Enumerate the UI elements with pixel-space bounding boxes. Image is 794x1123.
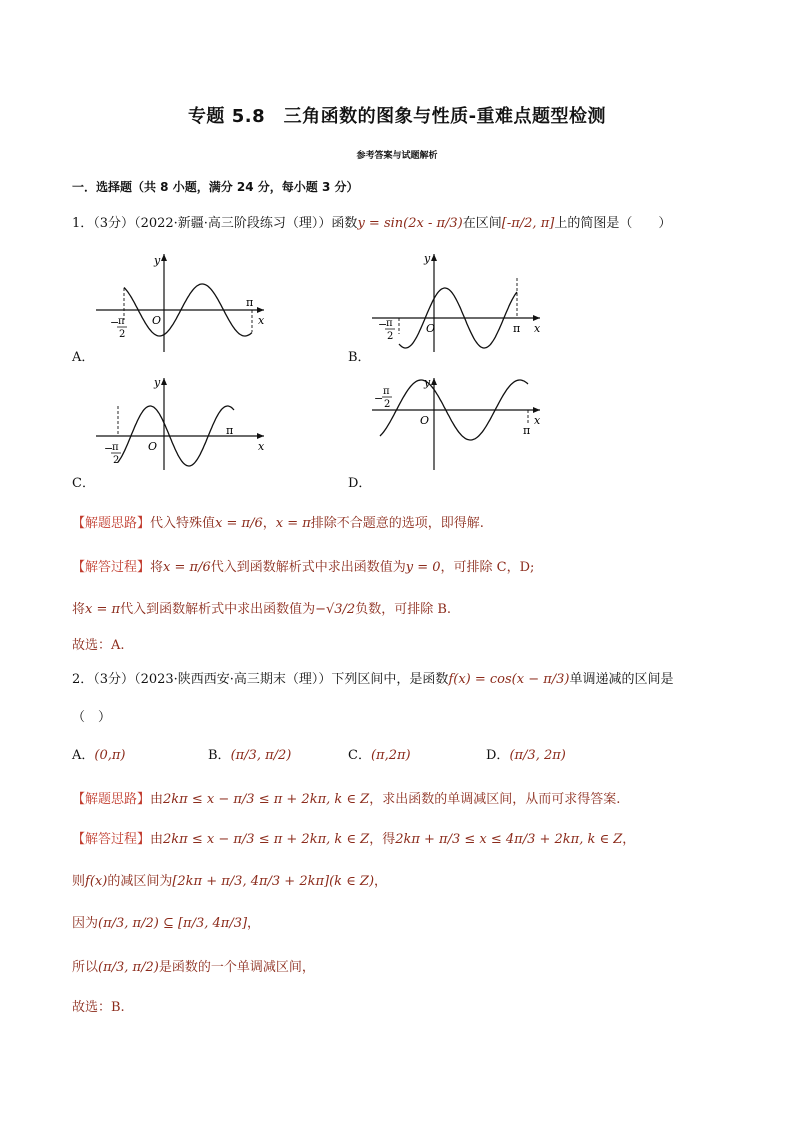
graph-c-y-label: y [154, 376, 161, 389]
q2-option-a [72, 744, 125, 763]
q2-line5-text-b: 是函数的一个单调减区间， [158, 960, 315, 975]
q1-option-b: B． [348, 350, 371, 365]
q1-process-text-b: 代入到函数解析式中求出函数值为 [210, 560, 406, 575]
section-heading: 一．选择题（共 8 小题，满分 24 分，每小题 3 分） [72, 180, 359, 194]
q1-text-c: 上的简图是（ ） [554, 216, 672, 231]
graph-b-x-label: x [534, 322, 541, 335]
graph-a-x-label: x [258, 314, 265, 327]
q1-score: （3分） [93, 216, 135, 231]
q2-source: （2023·陕西西安·高三期末（理）） [134, 672, 332, 687]
q2-function: f(x) = cos(x − π/3) [448, 672, 570, 687]
q2-process-text-b: ，得 [369, 832, 396, 847]
q1-source: （2022·新疆·高三阶段练习（理）） [134, 216, 332, 231]
q2-line4 [72, 912, 260, 931]
q2-process-math-b: 2kπ + π/3 ≤ x ≤ 4π/3 + 2kπ, k ∈ Z [395, 832, 623, 847]
graph-a-origin: O [152, 314, 162, 327]
q2-option-c-value: (π,2π) [370, 748, 411, 763]
q1-stem [72, 212, 671, 231]
graph-c-neg: − [104, 442, 114, 455]
graph-d-origin: O [420, 414, 430, 427]
q1-process-line2 [72, 598, 451, 617]
q1-option-a: A． [72, 350, 95, 365]
q1-text-a: 函数 [331, 216, 358, 231]
q1-thinking-sep: ， [262, 516, 276, 531]
q2-line3 [72, 870, 387, 889]
q2-option-b [208, 744, 291, 763]
q2-option-b-label: B． [208, 748, 231, 763]
q1-line2-text-a: 将 [72, 602, 86, 617]
q2-option-a-label: A． [72, 748, 95, 763]
q1-option-c: C． [72, 476, 95, 491]
graph-b-two: 2 [387, 331, 394, 342]
q2-process-label: 【解答过程】 [72, 832, 151, 847]
graph-a-neg: − [110, 316, 120, 329]
graph-a-two: 2 [119, 329, 126, 340]
q2-line3-text-a: 则 [72, 874, 86, 889]
q2-line5 [72, 956, 315, 975]
graph-a-negpi: π [118, 316, 125, 327]
q2-text-a: 下列区间中，是函数 [331, 672, 449, 687]
q2-thinking [72, 788, 620, 807]
graph-c-x-label: x [258, 440, 265, 453]
q1-thinking-math-a: x = π/6 [215, 516, 263, 531]
graph-d-y-label: y [424, 376, 431, 389]
q2-line3-text-c: ， [374, 874, 388, 889]
q1-thinking-text-a: 代入特殊值 [150, 516, 216, 531]
q1-line2-text-b: 代入到函数解析式中求出函数值为 [120, 602, 316, 617]
q2-option-d-label: D． [486, 748, 510, 763]
page-subtitle: 参考答案与试题解析 [356, 151, 438, 161]
q1-line2-math-a: x = π [85, 602, 121, 617]
q2-option-d-value: (π/3, 2π) [509, 748, 566, 763]
q2-thinking-text-b: ，求出函数的单调减区间，从而可求得答案. [369, 792, 621, 807]
graph-c-pi: π [226, 424, 234, 437]
q2-thinking-math: 2kπ ≤ x − π/3 ≤ π + 2kπ, k ∈ Z [163, 792, 370, 807]
q1-thinking [72, 512, 484, 531]
q2-option-d [486, 744, 566, 763]
q2-line5-math: (π/3, π/2) [98, 960, 159, 975]
q2-option-a-value: (0,π) [94, 748, 126, 763]
graph-d-pi: π [523, 424, 531, 437]
q2-process-text-c: ， [622, 832, 636, 847]
graph-d-x-label: x [534, 414, 541, 427]
q2-thinking-label: 【解题思路】 [72, 792, 151, 807]
graph-c-two: 2 [113, 455, 120, 466]
q1-interval: [-π/2, π] [501, 216, 555, 231]
q2-stem [72, 668, 674, 687]
q2-score: （3分） [93, 672, 135, 687]
graph-b [368, 248, 548, 356]
q2-option-b-value: (π/3, π/2) [230, 748, 292, 763]
graph-d [368, 372, 548, 472]
q1-line2-text-c: 负数，可排除 B. [355, 602, 452, 617]
graph-a-pi: π [246, 296, 254, 309]
q2-line5-text-a: 所以 [72, 960, 99, 975]
q2-line3-math-b: [2kπ + π/3, 4π/3 + 2kπ](k ∈ Z) [172, 874, 375, 889]
q2-process-text-a: 由 [150, 832, 164, 847]
graph-a [92, 248, 272, 356]
q1-text-b: 在区间 [462, 216, 502, 231]
q2-line3-math-a: f(x) [85, 874, 108, 889]
graph-c-negpi: π [112, 442, 119, 453]
graph-b-neg: − [378, 318, 388, 331]
graph-d-negpi: π [383, 386, 390, 397]
graph-d-two: 2 [384, 399, 391, 410]
q2-line3-text-b: 的减区间为 [107, 874, 173, 889]
q2-line4-math: (π/3, π/2) ⊆ [π/3, 4π/3] [98, 916, 248, 931]
graph-b-pi: π [513, 322, 521, 335]
q2-option-c-label: C． [348, 748, 371, 763]
graph-a-y-label: y [154, 254, 161, 267]
page-title: 专题 5.8 三角函数的图象与性质-重难点题型检测 [187, 106, 607, 127]
q1-process-math-b: y = 0 [405, 560, 441, 575]
q2-line4-text-b: ， [247, 916, 261, 931]
q1-process [72, 556, 534, 575]
q1-thinking-math-b: x = π [275, 516, 311, 531]
q1-function: y = sin(2x - π/3) [357, 216, 463, 231]
q1-process-text-c: ，可排除 C，D; [440, 560, 535, 575]
q2-option-c [348, 744, 411, 763]
q2-text-b: 单调递减的区间是 [569, 672, 674, 687]
graph-c [92, 372, 272, 472]
q1-thinking-label: 【解题思路】 [72, 516, 151, 531]
q1-thinking-text-b: 排除不合题意的选项，即得解. [310, 516, 484, 531]
graph-b-origin: O [426, 322, 436, 335]
q2-answer: 故选：B. [72, 1000, 125, 1015]
q1-process-text-a: 将 [150, 560, 164, 575]
q2-line4-text-a: 因为 [72, 916, 99, 931]
q2-paren: （ ） [72, 710, 112, 725]
graph-d-neg: − [374, 392, 384, 405]
q1-answer: 故选：A. [72, 638, 125, 653]
q1-option-d: D． [348, 476, 372, 491]
q1-process-math-a: x = π/6 [163, 560, 211, 575]
q2-process [72, 828, 635, 847]
graph-c-origin: O [148, 440, 158, 453]
q2-thinking-text-a: 由 [150, 792, 164, 807]
graph-b-y-label: y [424, 252, 431, 265]
q1-process-label: 【解答过程】 [72, 560, 151, 575]
q2-process-math-a: 2kπ ≤ x − π/3 ≤ π + 2kπ, k ∈ Z [163, 832, 370, 847]
q1-number: 1． [72, 216, 94, 231]
q2-number: 2． [72, 672, 94, 687]
q1-line2-math-b: −√3/2 [315, 602, 356, 617]
graph-b-negpi: π [386, 318, 393, 329]
